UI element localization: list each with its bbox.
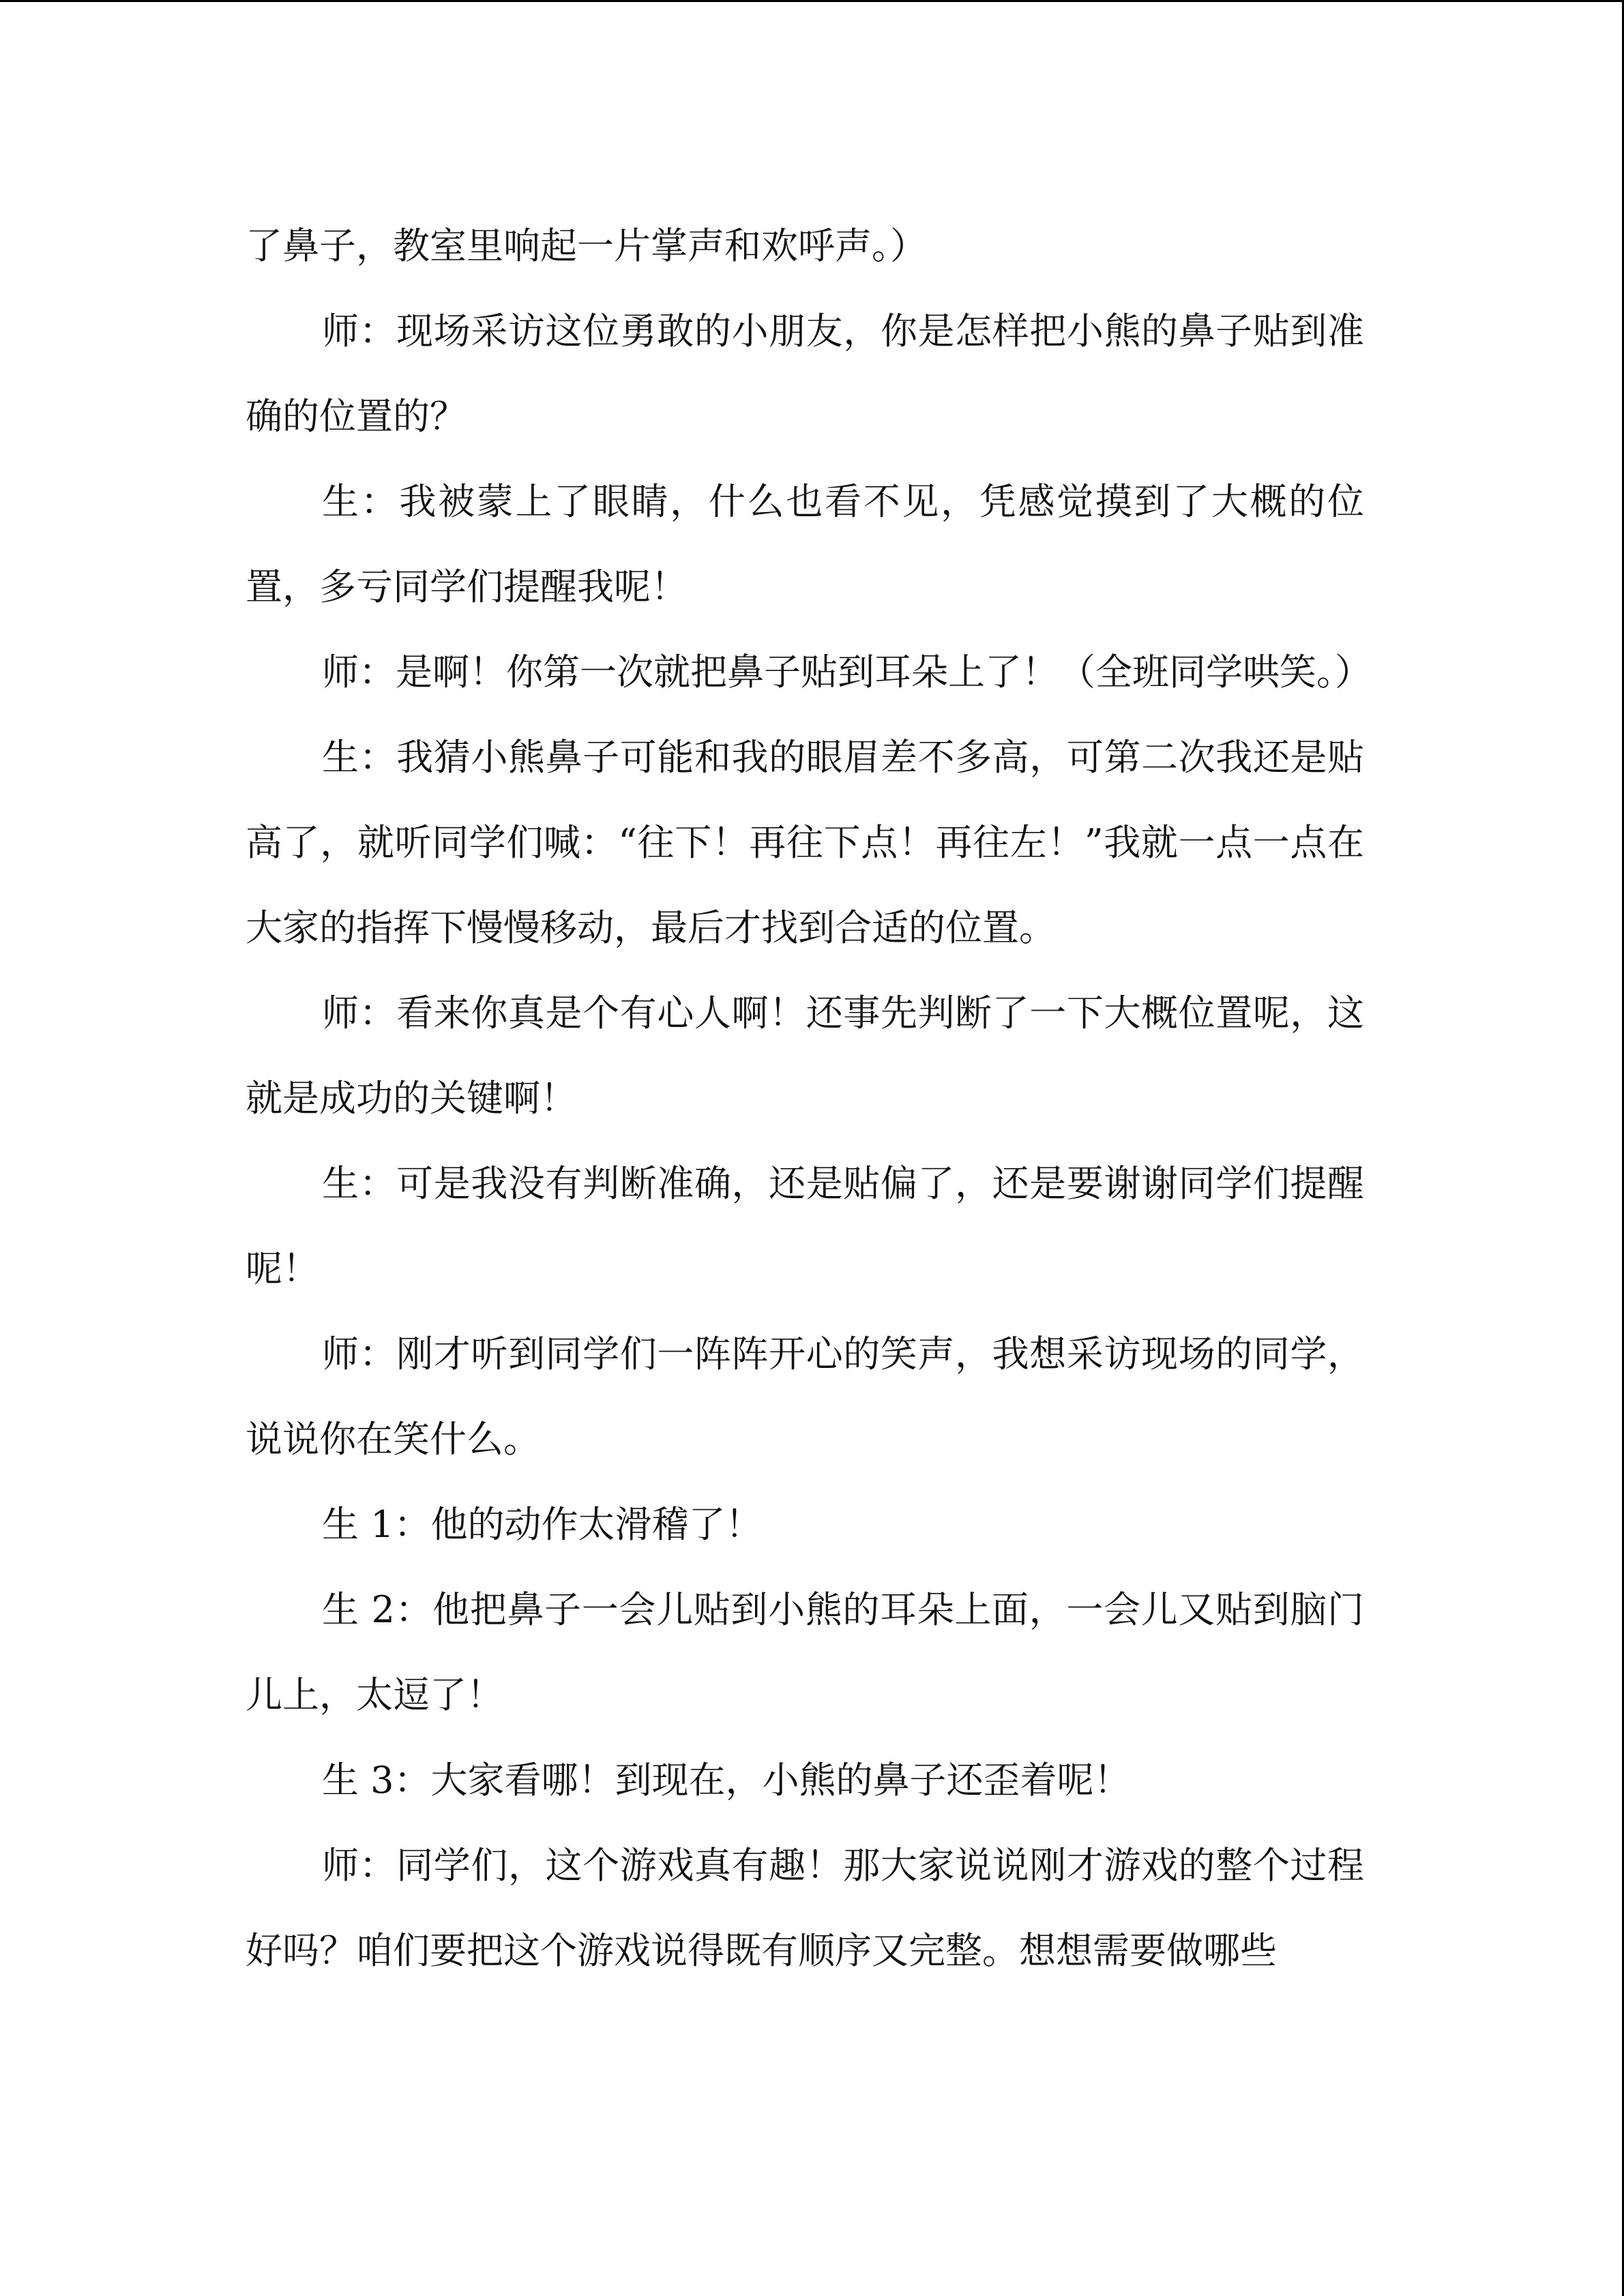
paragraph: 师：看来你真是个有心人啊！还事先判断了一下大概位置呢，这就是成功的关键啊！ [246,992,1364,1120]
paragraph: 师：同学们，这个游戏真有趣！那大家说说刚才游戏的整个过程好吗？咱们要把这个游戏说得既有顺序又完整。想想需要做哪些 [246,1844,1364,1972]
paragraph: 了鼻子，教室里响起一片掌声和欢呼声。） [246,224,927,267]
paragraph: 师：是啊！你第一次就把鼻子贴到耳朵上了！（全班同学哄笑。） [322,651,1372,694]
paragraph: 生 3：大家看哪！到现在，小熊的鼻子还歪着呢！ [322,1759,1131,1802]
paragraph: 师：刚才听到同学们一阵阵开心的笑声，我想采访现场的同学，说说你在笑什么。 [246,1332,1364,1461]
paragraph: 生：我被蒙上了眼睛，什么也看不见，凭感觉摸到了大概的位置，多亏同学们提醒我呢！ [246,480,1364,608]
paragraph: 生 1：他的动作太滑稽了！ [322,1503,763,1546]
paragraph: 师：现场采访这位勇敢的小朋友，你是怎样把小熊的鼻子贴到准确的位置的？ [246,310,1364,438]
document-body [246,203,1372,1993]
paragraph: 生 2：他把鼻子一会儿贴到小熊的耳朵上面，一会儿又贴到脑门儿上，太逗了！ [246,1588,1364,1716]
paragraph: 生：可是我没有判断准确，还是贴偏了，还是要谢谢同学们提醒呢！ [246,1162,1364,1290]
paragraph: 生：我猜小熊鼻子可能和我的眼眉差不多高，可第二次我还是贴高了，就听同学们喊：“往下！再往下点！再往左！”我就一点一点在大家的指挥下慢慢移动，最后才找到合适的位置。 [246,736,1364,949]
